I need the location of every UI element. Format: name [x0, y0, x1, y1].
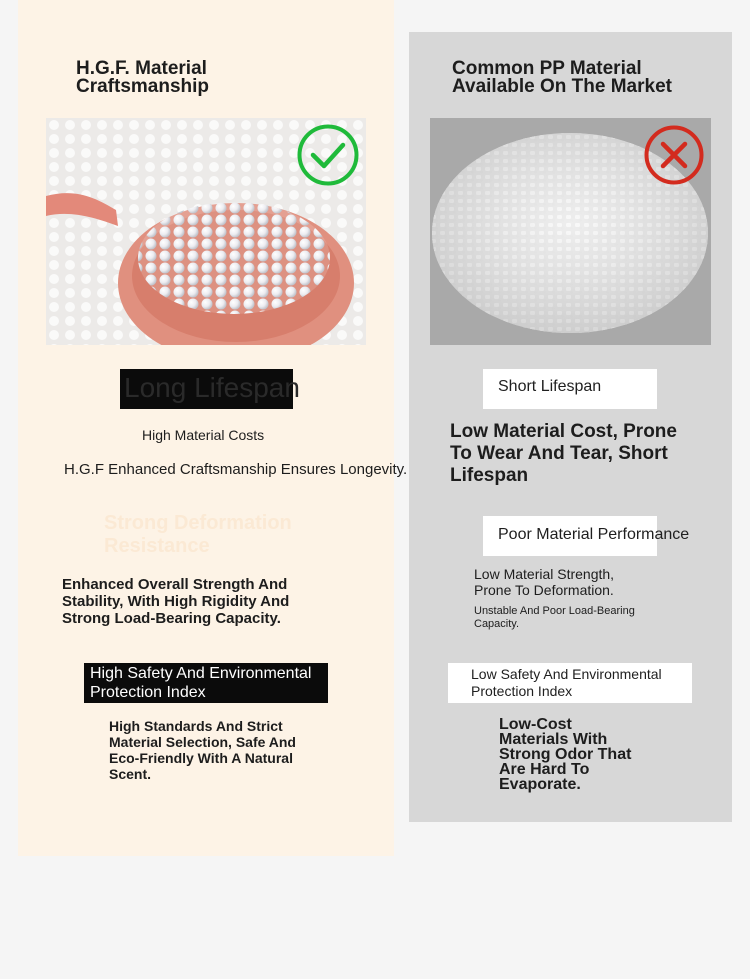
- hgf-material-photo: [46, 118, 366, 345]
- strength-stability-text: Enhanced Overall Strength And Stability, With High Rigidity And Strong Load-Bearing Capacity.: [62, 576, 290, 627]
- high-safety-label: High Safety And Environmental Protection Index: [90, 665, 312, 701]
- poor-performance-label: Poor Material Performance: [498, 526, 690, 543]
- left-title: H.G.F. Material Craftsmanship: [76, 58, 210, 97]
- low-cost-odor-text: Low-Cost Materials With Strong Odor That Are Hard To Evaporate.: [499, 716, 632, 793]
- x-circle-icon: [642, 123, 706, 187]
- low-safety-label: Low Safety And Environmental Protection Index: [471, 666, 662, 699]
- long-lifespan-label: Long Lifespan: [124, 372, 300, 403]
- low-strength-text: Low Material Strength, Prone To Deformation.: [474, 566, 615, 598]
- high-material-costs: High Material Costs: [142, 427, 265, 443]
- strong-deformation-heading: Strong Deformation Resistance: [104, 512, 292, 557]
- hgf-longevity-text: H.G.F Enhanced Craftsmanship Ensures Longevity.: [64, 461, 408, 478]
- check-circle-icon: [296, 123, 360, 187]
- common-pp-photo: [430, 118, 711, 345]
- unstable-load-text: Unstable And Poor Load-Bearing Capacity.: [474, 605, 635, 630]
- low-cost-wear-text: Low Material Cost, Prone To Wear And Tear, Short Lifespan: [450, 421, 677, 486]
- right-title: Common PP Material Available On The Market: [452, 58, 672, 97]
- short-lifespan-label: Short Lifespan: [498, 378, 602, 395]
- high-standards-text: High Standards And Strict Material Selection, Safe And Eco-Friendly With A Natural Scent.: [109, 718, 296, 782]
